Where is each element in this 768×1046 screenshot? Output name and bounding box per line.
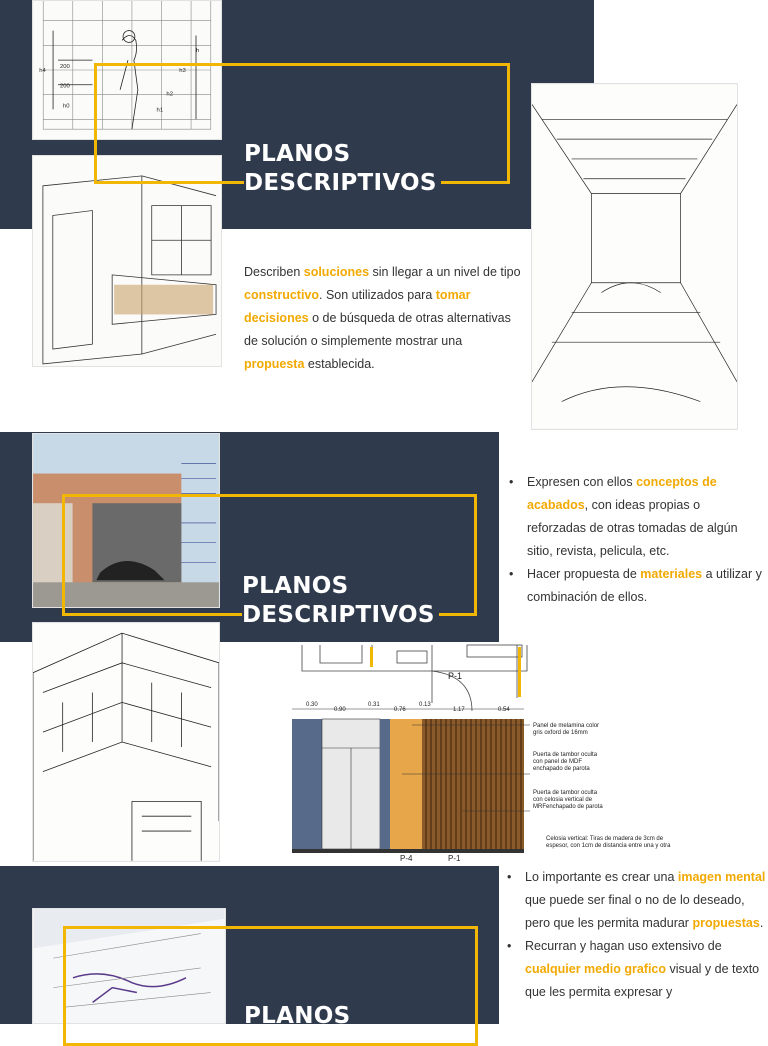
slide2-title-line2: DESCRIPTIVOS <box>242 601 439 630</box>
bathroom-sketch-image <box>32 155 222 367</box>
slide3-bullets <box>505 866 767 1004</box>
dim-200a: 200 <box>59 64 70 71</box>
text-run: a utilizar y combinación de ellos. <box>527 567 762 604</box>
svg-text:Puerta de tambor oculta: Puerta de tambor oculta <box>533 752 598 758</box>
panel-label-p1-bottom: P-1 <box>448 854 461 863</box>
bullet-item <box>505 866 767 935</box>
highlight-term: soluciones <box>303 265 370 279</box>
highlight-term: conceptos de acabados <box>527 475 717 512</box>
dim-1-17: 1.17 <box>453 707 465 713</box>
svg-text:Celosia vertical: Tiras de mad: Celosia vertical: Tiras de madera de 3cm de <box>546 836 664 842</box>
dim-h1: h1 <box>156 107 164 114</box>
text-run: o de búsqueda de otras alternativas de solución o simplemente mostrar una <box>244 311 511 348</box>
dim-0-13: 0.13 <box>419 702 431 708</box>
bullet-item <box>507 471 762 563</box>
highlight-term: propuestas <box>692 916 760 930</box>
svg-text:Puerta de tambor oculta: Puerta de tambor oculta <box>533 790 598 796</box>
dim-0-30: 0.30 <box>306 702 318 708</box>
dim-0-90: 0.90 <box>334 707 346 713</box>
slide2-bullets <box>507 471 762 609</box>
dim-h0: h0 <box>62 103 70 110</box>
slide1-paragraph <box>244 261 524 376</box>
highlight-term: constructivo <box>244 288 320 302</box>
furniture-technical-drawing <box>292 643 694 863</box>
dim-0-76: 0.76 <box>394 707 406 713</box>
highlight-term: cualquier medio grafico <box>525 962 667 976</box>
facade-sketch-image <box>32 622 220 862</box>
text-run: Hacer propuesta de <box>527 567 641 581</box>
panel-label-p4: P-4 <box>400 854 413 863</box>
svg-text:con panel de MDF: con panel de MDF <box>533 759 583 765</box>
dim-h: h <box>196 48 200 55</box>
bullet-item <box>507 563 762 609</box>
dim-200b: 200 <box>59 83 70 90</box>
svg-text:enchapado de parota: enchapado de parota <box>533 766 590 772</box>
panel-label-p1-top: P-1 <box>448 671 463 681</box>
text-run: sin llegar a un nivel de tipo <box>369 265 521 279</box>
svg-text:espesor, con 1cm de distancia: espesor, con 1cm de distancia entre una y otra <box>546 843 671 849</box>
highlight-term: imagen mental <box>677 870 766 884</box>
dim-0-31: 0.31 <box>368 702 380 708</box>
text-run: , con ideas propias o reforzadas de otras tomadas de algún sitio, revista, pelicula, etc. <box>527 498 738 558</box>
text-run: establecida. <box>304 357 375 371</box>
dim-0-54: 0.54 <box>498 707 510 713</box>
text-run: visual y de texto que les permita expresar y <box>525 962 760 999</box>
text-run: . <box>759 916 764 930</box>
slide1-title <box>244 140 441 198</box>
slide2-title <box>242 572 439 630</box>
dim-h4: h4 <box>39 67 46 74</box>
slide1-title-line2: DESCRIPTIVOS <box>244 169 441 198</box>
text-run: Describen <box>244 265 304 279</box>
slide2-title-line1: PLANOS <box>242 573 349 599</box>
slide3-title-line1: PLANOS <box>244 1003 351 1029</box>
text-run: . Son utilizados para <box>319 288 436 302</box>
dim-h3: h3 <box>179 67 186 74</box>
slide1-title-line1: PLANOS <box>244 141 351 167</box>
highlight-term: tomar decisiones <box>244 288 471 325</box>
text-run: Expresen con ellos <box>527 475 637 489</box>
svg-text:MRFenchapado de parota: MRFenchapado de parota <box>533 804 603 810</box>
note-melamina-1: Panel de melamina color <box>533 723 600 729</box>
note-melamina-2: gris oxford de 16mm <box>533 730 588 736</box>
text-run: que puede ser final o no de lo deseado, pero que les permita madurar <box>525 893 745 930</box>
highlight-term: propuesta <box>244 357 305 371</box>
text-run: Recurran y hagan uso extensivo de <box>525 939 722 953</box>
svg-text:con celosia vertical de: con celosia vertical de <box>533 797 593 803</box>
highlight-term: materiales <box>640 567 703 581</box>
bullet-item <box>505 935 767 1004</box>
text-run: Lo importante es crear una <box>525 870 678 884</box>
slide3-title <box>244 1002 350 1031</box>
dim-h2: h2 <box>166 91 174 98</box>
ceiling-perspective-sketch <box>531 83 738 430</box>
